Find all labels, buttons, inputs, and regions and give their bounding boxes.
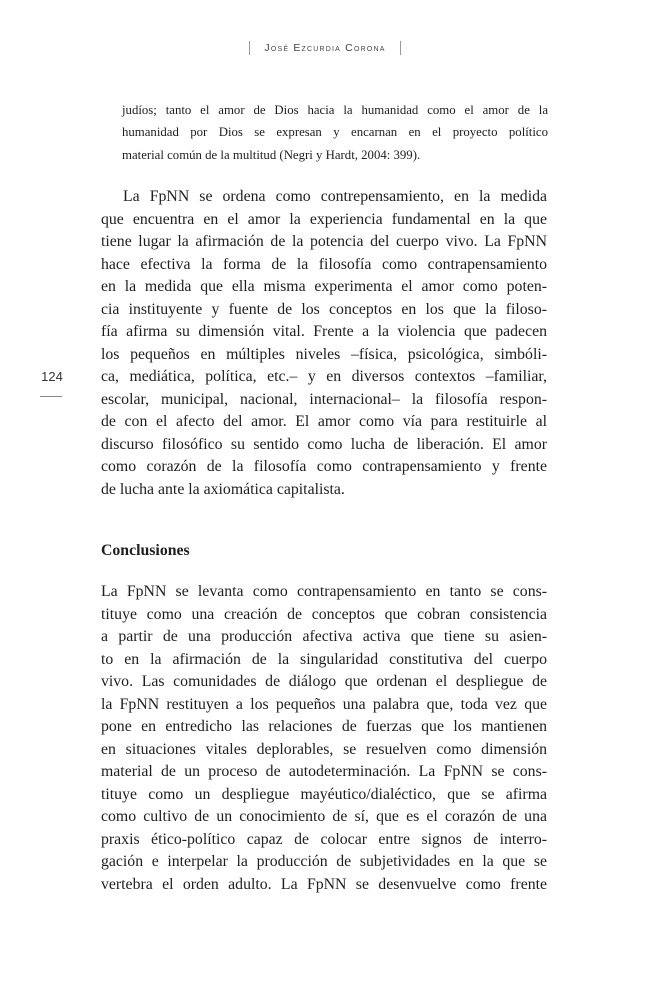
body-paragraph-2 [101,581,547,896]
paragraph-line: como cultivo de un conocimiento de sí, que es el corazón de una [101,808,547,825]
paragraph-line: tituye como un despliegue mayéutico/dialéctico, que se afirma [101,785,547,803]
paragraph-line: la FpNN restituyen a los pequeños una palabra que, toda vez que [101,695,547,713]
paragraph-line: vertebra el orden adulto. La FpNN se desenvuelve como frente [101,875,547,893]
page-number-rule [40,396,62,397]
paragraph-line: La FpNN se levanta como contrapensamiento en tanto se cons- [101,583,547,600]
paragraph-line: ca, mediática, política, etc.– y en diversos contextos –familiar, [101,368,547,385]
paragraph-line: La FpNN se ordena como contrepensamiento, en la medida [123,188,547,205]
block-quote-line: material común de la multitud (Negri y Hardt, 2004: 399). [122,147,421,162]
running-head [0,38,650,58]
paragraph-line: pone en entredicho las relaciones de fuerzas que los mantienen [101,718,547,735]
paragraph-line: en la medida que ella misma experimenta el amor como poten- [101,278,547,295]
body-paragraph-1 [101,186,547,501]
paragraph-line: discurso filosófico su sentido como lucha de liberación. El amor [101,435,547,453]
paragraph-line: los pequeños en múltiples niveles –física, psicológica, simbóli- [101,345,547,363]
paragraph-line: que encuentra en el amor la experiencia fundamental en la que [101,210,547,228]
paragraph-line: tituye como una creación de conceptos que cobran consistencia [101,605,547,623]
paragraph-line: de lucha ante la axiomática capitalista. [101,480,345,498]
paragraph-line: de con el afecto del amor. El amor como vía para restituirle al [101,413,547,430]
paragraph-line: to en la afirmación de la singularidad constitutiva del cuerpo [101,650,547,668]
running-head-left-bar [249,41,250,55]
paragraph-line: praxis ético-político capaz de colocar entre signos de interro- [101,830,547,848]
block-quote [122,99,548,166]
paragraph-line: vivo. Las comunidades de diálogo que ordenan el despliegue de [101,673,547,690]
paragraph-line: cia instituyente y fuente de los conceptos en los que la filoso- [101,300,547,318]
paragraph-line: gación e interpelar la producción de subjetividades en la que se [101,853,547,870]
paragraph-line: como corazón de la filosofía como contrapensamiento y frente [101,458,547,475]
paragraph-line: en situaciones vitales deplorables, se resuelven como dimensión [101,740,547,758]
block-quote-line: judíos; tanto el amor de Dios hacia la humanidad como el amor de la [122,103,548,117]
running-head-author: José Ezcurdia Corona [264,42,386,54]
section-heading: Conclusiones [101,542,190,559]
paragraph-line: a partir de una producción afectiva activa que tiene su asien- [101,628,547,645]
block-quote-line: humanidad por Dios se expresan y encarnan en el proyecto político [122,125,548,140]
paragraph-line: hace efectiva la forma de la filosofía como contrapensamiento [101,255,547,273]
paragraph-line: escolar, municipal, nacional, internacional– la filosofía respon- [101,390,547,408]
page-number: 124 [41,369,63,384]
paragraph-line: material de un proceso de autodeterminación. La FpNN se cons- [101,763,547,780]
paragraph-line: tiene lugar la afirmación de la potencia del cuerpo vivo. La FpNN [101,233,547,250]
running-head-right-bar [400,41,401,55]
paragraph-line: fía afirma su dimensión vital. Frente a la violencia que padecen [101,323,547,340]
